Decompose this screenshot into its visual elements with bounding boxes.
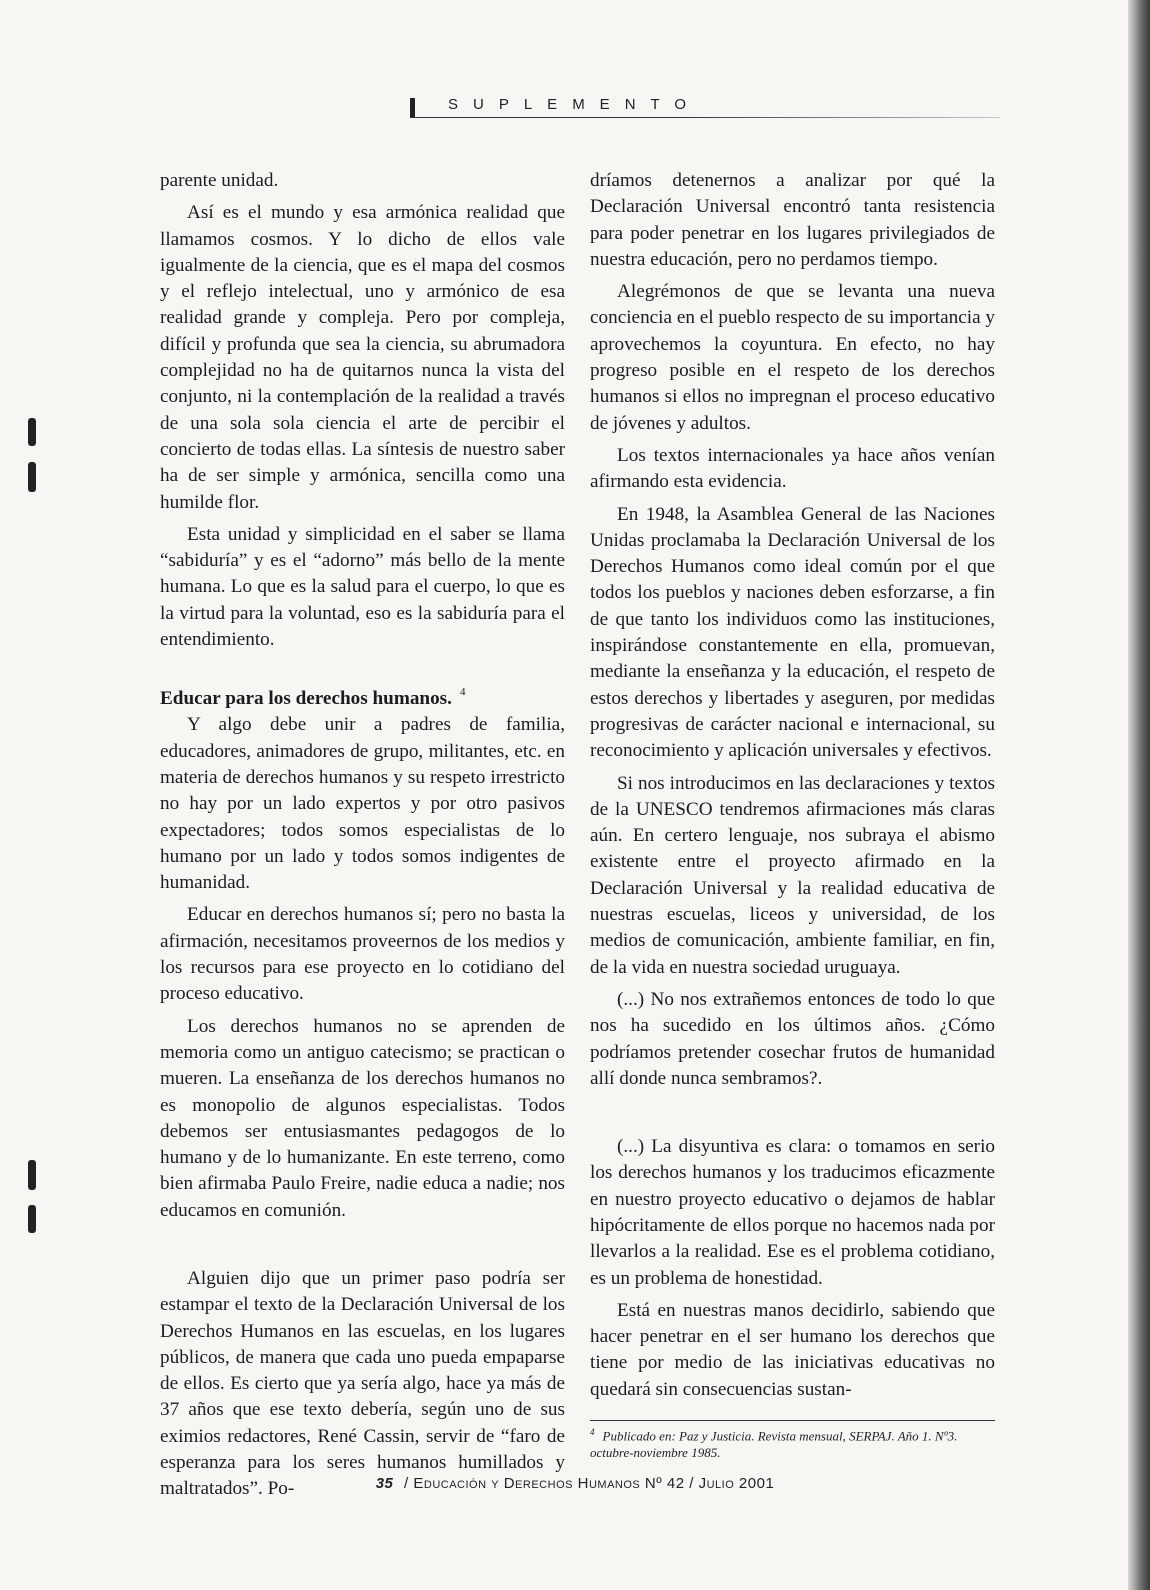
paragraph: dríamos detenernos a analizar por qué la Declaración Universal encontró tanta resistencia para poder penetrar en los lugares privilegiados de nuestra educación, pero no perdamos tiempo. (590, 170, 995, 270)
page-footer (0, 1475, 1150, 1492)
paragraph: Y algo debe unir a padres de familia, educadores, animadores de grupo, militantes, etc. en materia de derechos humanos y su respeto irrestricto no hay por un lado expertos y por otro pasivos expectadores; todos somos especialistas de lo humano por un lado y todos somos indigentes de humanidad. (160, 714, 565, 894)
footnote-number: 4 (590, 1427, 595, 1437)
binding-mark (28, 462, 36, 492)
header-section-title: SUPLEMENTO (448, 96, 702, 113)
header-bar (410, 98, 415, 118)
page-number: 35 (375, 1475, 394, 1492)
footnote (590, 1420, 995, 1461)
paragraph: Alguien dijo que un primer paso podría ser estampar el texto de la Declaración Universal de los Derechos Humanos en las escuelas, en los lugares públicos, de manera que cada uno pueda empaparse de ellos. Es cierto que ya sería algo, hace ya más de 37 años que ese texto debería, según uno de sus eximios redactores, René Cassin, servir de “faro de esperanza para los seres humanos humillados y maltratados”. Po- (160, 1267, 565, 1500)
left-column (160, 168, 565, 1509)
section-heading-text: Educar para los derechos humanos. (160, 688, 452, 710)
paragraph: Educar en derechos humanos sí; pero no basta la afirmación, necesitamos proveernos de los medios y los recursos para ese proyecto en lo cotidiano del proceso educativo. (160, 904, 565, 1005)
paragraph: Está en nuestras manos decidirlo, sabiendo que hacer penetrar en el ser humano los derechos que tiene por medio de las iniciativas educativas no quedará sin consecuencias sustan- (590, 1299, 995, 1400)
scan-edge-shadow (1128, 0, 1150, 1590)
running-header (410, 96, 1010, 120)
section-heading (160, 679, 565, 712)
header-rule (410, 117, 1000, 118)
binding-mark (28, 1160, 36, 1190)
binding-mark (28, 1205, 36, 1233)
paragraph: En 1948, la Asamblea General de las Naciones Unidas proclamaba la Declaración Universal de los Derechos Humanos como ideal común por el que todos los pueblos y naciones deben esforzarse, a fin de que tanto los individuos como las instituciones, inspirándose constantemente en ella, promuevan, mediante la enseñanza y la educación, el respeto de estos derechos y libertades y aseguren, por medidas progresivas de carácter nacional e internacional, su reconocimiento y aplicación universales y efectivos. (590, 503, 995, 762)
footnote-reference: 4 (459, 686, 466, 699)
paragraph: Los textos internacionales ya hace años venían afirmando esta evidencia. (590, 444, 995, 493)
paragraph: Así es el mundo y esa armónica realidad que llamamos cosmos. Y lo dicho de ellos vale igualmente de la ciencia, que es el mapa del cosmos y el reflejo intelectual, uno y armónico de esa realidad grande y compleja. Pero por compleja, difícil y profunda que sea la ciencia, su abrumadora complejidad no ha de quitarnos nunca la vista del conjunto, ni la contemplación de la realidad a través de una sola sola ciencia el arte de percibir el concierto de todas ellas. La síntesis de nuestro saber ha de ser simple y armónica, sencilla como una humilde flor. (160, 202, 565, 513)
paragraph: Si nos introducimos en las declaraciones y textos de la UNESCO tendremos afirmaciones más claras aún. En certero lenguaje, nos subraya el abismo existente entre el proyecto afirmado en la Declaración Universal y la realidad educativa de nuestras escuelas, liceos y universidad, de los medios de comunicación, ambiente familiar, en fin, de la vida en nuestra sociedad uruguaya. (590, 772, 995, 978)
paragraph: Esta unidad y simplicidad en el saber se llama “sabiduría” y es el “adorno” más bello de la mente humana. Lo que es la salud para el cuerpo, lo que es la virtud para la voluntad, eso es la sabiduría para el entendimiento. (160, 523, 565, 651)
paragraph: (...) La disyuntiva es clara: o tomamos en serio los derechos humanos y los traducimos eficazmente en nuestro proyecto educativo o dejamos de hablar hipócritamente de ellos porque no hacemos nada por llevarlos a la realidad. Ese es el problema cotidiano, es un problema de honestidad. (590, 1136, 995, 1289)
footnote-text: Publicado en: Paz y Justicia. Revista mensual, SERPAJ. Año 1. Nº3. octubre-noviembre 1985. (590, 1428, 958, 1461)
paragraph: Alegrémonos de que se levanta una nueva conciencia en el pueblo respecto de su importancia y aprovechemos la coyuntura. En efecto, no hay progreso posible en el respeto de los derechos humanos si ellos no impregnan el proceso educativo de jóvenes y adultos. (590, 281, 995, 434)
paragraph: (...) No nos extrañemos entonces de todo lo que nos ha sucedido en los últimos años. ¿Cómo podríamos pretender cosechar frutos de humanidad allí donde nunca sembramos?. (590, 988, 995, 1089)
paragraph: Los derechos humanos no se aprenden de memoria como un antiguo catecismo; se practican o mueren. La enseñanza de los derechos humanos no es monopolio de algunos especialistas. Todos debemos ser entusiasmantes pedagogos de lo humano y de lo humanizante. En este terreno, como bien afirmaba Paulo Freire, nadie educa a nadie; nos educamos en comunión. (160, 1015, 565, 1221)
publication-info: / Educación y Derechos Humanos Nº 42 / Julio 2001 (404, 1475, 775, 1492)
binding-mark (28, 418, 36, 446)
right-column (590, 168, 995, 1409)
paragraph: parente unidad. (160, 170, 279, 191)
